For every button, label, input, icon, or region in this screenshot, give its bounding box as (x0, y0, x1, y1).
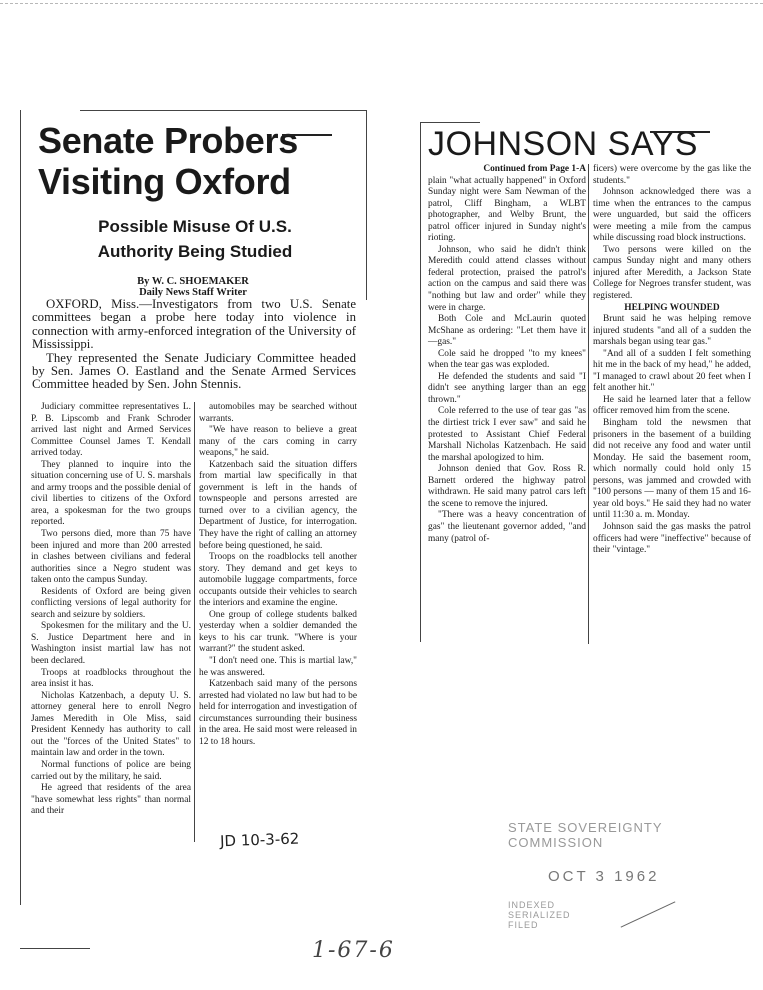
paragraph: Troops at roadblocks throughout the area insist it has. (31, 667, 191, 690)
paragraph: One group of college students balked yesterday when a soldier demanded the keys to his car trunk. "Where is your warrant?" the student asked. (199, 609, 357, 655)
paragraph: Judiciary committee representatives L. P. B. Lipscomb and Frank Schroder arrived last night and Armed Services Committee Counsel James T. Kendall arrived today. (31, 402, 191, 459)
clipping-border-left (20, 110, 21, 905)
paragraph: Both Cole and McLaurin quoted McShane as ordering: "Let them have it—gas." (428, 314, 586, 348)
archive-stamp-date: OCT 3 1962 (548, 868, 660, 885)
headline-rule (650, 131, 710, 133)
paragraph: Nicholas Katzenbach, a deputy U. S. attorney general here to enroll Negro James Meredith in Ole Miss, said President Kennedy has authority to call out the "forces of the United States" to maintain law and order in the town. (31, 690, 191, 759)
paragraph: Two persons died, more than 75 have been injured and more than 200 arrested in clashes between civilians and federal authorities since a Negro student was taken onto the campus Sunday. (31, 529, 191, 586)
left-deck-line1: Possible Misuse Of U.S. (98, 217, 292, 236)
paragraph: "There was a heavy concentration of gas" the lieutenant governor added, "and many (patrol of- (428, 510, 586, 544)
handwritten-file-note: 1-67-6 (312, 938, 395, 963)
left-deck (60, 214, 330, 264)
paragraph: Katzenbach said the situation differs from martial law specifically in that government is left in the hands of townspeople and persons arrested are turned over to a civilian agency, the Department of Justice, for interrogation. They have the right of calling an attorney before being questioned, he said. (199, 459, 357, 551)
headline-rule (282, 134, 332, 136)
paragraph: Spokesmen for the military and the U. S. Justice Department here and in Washington insist martial law has not been declared. (31, 621, 191, 667)
right-article-column-2 (593, 164, 751, 557)
paragraph: Cole said he dropped "to my knees" when the tear gas was exploded. (428, 348, 586, 371)
paragraph: Two persons were killed on the campus Sunday night and many others injured after Meredith, a Jackson State College for Negroes transfer student, was registered. (593, 244, 751, 302)
paragraph: He said he learned later that a fellow officer removed him from the scene. (593, 394, 751, 417)
archive-stamp-signature-mark (621, 901, 676, 927)
paragraph: He agreed that residents of the area "have somewhat less rights" than normal and their (31, 783, 191, 817)
clipping-border-left (420, 122, 421, 642)
paragraph: ficers) were overcome by the gas like the students." (593, 164, 751, 186)
archive-stamp-serialized: SERIALIZED (508, 910, 571, 920)
paragraph: Johnson said the gas masks the patrol officers had were "ineffective" because of their "vintage." (593, 521, 751, 556)
paragraph: plain "what actually happened" in Oxford Sunday night were Sam Newman of the patrol, Cliff Bingham, a WLBT photographer, and Welby Brunt, the patrol officer injured in Sunday night's rioting. (428, 175, 586, 244)
byline-name: By W. C. SHOEMAKER (137, 276, 249, 287)
paragraph: "And all of a sudden I felt something hit me in the back of my head," he added, "I managed to crawl about 20 feet when I felt another hit." (593, 348, 751, 394)
column-rule (588, 164, 589, 644)
paragraph: "We have reason to believe a great many of the cars coming in carry weapons," he said. (199, 425, 357, 459)
left-article-column-2 (199, 402, 357, 748)
paragraph: Johnson denied that Gov. Ross R. Barnett ordered the highway patrol withdrawn. He said many patrol cars left the scene to remove the injured. (428, 464, 586, 509)
right-article-column-1 (428, 164, 586, 545)
lead-paragraphs (32, 298, 356, 392)
left-article-column-1 (31, 402, 191, 818)
left-headline (38, 120, 358, 202)
archive-stamp-filed: FILED (508, 920, 539, 930)
continued-label: Continued from Page 1-A (483, 164, 586, 174)
clipping-border-bottom (20, 948, 90, 949)
byline (20, 276, 366, 298)
paragraph: Bingham told the newsmen that prisoners in the basement of a building did not receive any food and water until Monday. He said the basement room, which normally could hold only 15 persons, was jammed and crowded with "100 persons — many of them 15 and 16-year old boys." He said they had no water until 11:30 a. m. Monday. (593, 418, 751, 521)
archive-stamp (498, 802, 688, 952)
paragraph: Katzenbach said many of the persons arrested had violated no law but had to be held for interrogation and investigation of circumstances surrounding their business in the area. He said most were released in 12 to 18 hours. (199, 679, 357, 747)
left-headline-line2: Visiting Oxford (38, 161, 291, 202)
clipping-border-top (80, 110, 366, 111)
subhead: HELPING WOUNDED (624, 302, 720, 313)
paragraph: Brunt said he was helping remove injured students "and all of a sudden the marshals began using tear gas." (593, 314, 751, 348)
clipping-border-top (420, 122, 480, 123)
clipping-border-right (366, 110, 367, 300)
left-deck-line2: Authority Being Studied (97, 242, 293, 261)
right-headline: JOHNSON SAYS (428, 125, 698, 163)
handwritten-stamp: JD 10-3-62 (219, 829, 300, 851)
left-newspaper-clipping (20, 110, 366, 950)
right-newspaper-clipping (420, 118, 760, 658)
archive-stamp-title: STATE SOVEREIGNTY COMMISSION (508, 820, 663, 850)
paragraph: Johnson, who said he didn't think Meredith could attend classes without federal protection, praised the patrol's action on the campus and said there was "nothing but law and order" while they were in charge. (428, 244, 586, 313)
paragraph: Troops on the roadblocks tell another story. They demand and get keys to automobile luggage compartments, force occupants outside their vehicles to search the interiors and examine the engine. (199, 552, 357, 609)
paragraph: automobiles may be searched without warrants. (199, 402, 357, 424)
byline-title: Daily News Staff Writer (139, 287, 247, 298)
lead-paragraph: They represented the Senate Judiciary Committee headed by Sen. James O. Eastland and the Senate Armed Services Committee headed by Sen. John Stennis. (32, 350, 356, 392)
lead-paragraph: OXFORD, Miss.—Investigators from two U.S. Senate committees began a probe here today into violence in connection with army-enforced integration of the University of Mississippi. (32, 297, 356, 352)
archive-stamp-indexed: INDEXED (508, 900, 556, 910)
paragraph: Johnson acknowledged there was a time when the entrances to the campus were unguarded, but said the officers were meeting a mile from the campus while discussing road block instructions. (593, 187, 751, 244)
paragraph: They planned to inquire into the situation concerning use of U. S. marshals and army troops and the possible denial of civil liberties to citizens of the Oxford area, a spokesman for the two groups reported. (31, 459, 191, 528)
paragraph: Residents of Oxford are being given conflicting versions of legal authority for search and seizure by soldiers. (31, 586, 191, 620)
column-rule (194, 402, 195, 842)
paragraph: He defended the students and said "I didn't see anything larger than an egg thrown." (428, 371, 586, 405)
left-headline-line1: Senate Probers (38, 120, 298, 161)
paragraph: Cole referred to the use of tear gas "as the dirtiest trick I ever saw" and said he protested to Assistant Chief Federal Marshall Nicholas Katzenbach. He said the marshal apologized to him. (428, 406, 586, 463)
paragraph: Normal functions of police are being carried out by the military, he said. (31, 759, 191, 782)
page-top-dashed-border (0, 3, 763, 4)
paragraph: "I don't need one. This is martial law," he was answered. (199, 656, 357, 678)
